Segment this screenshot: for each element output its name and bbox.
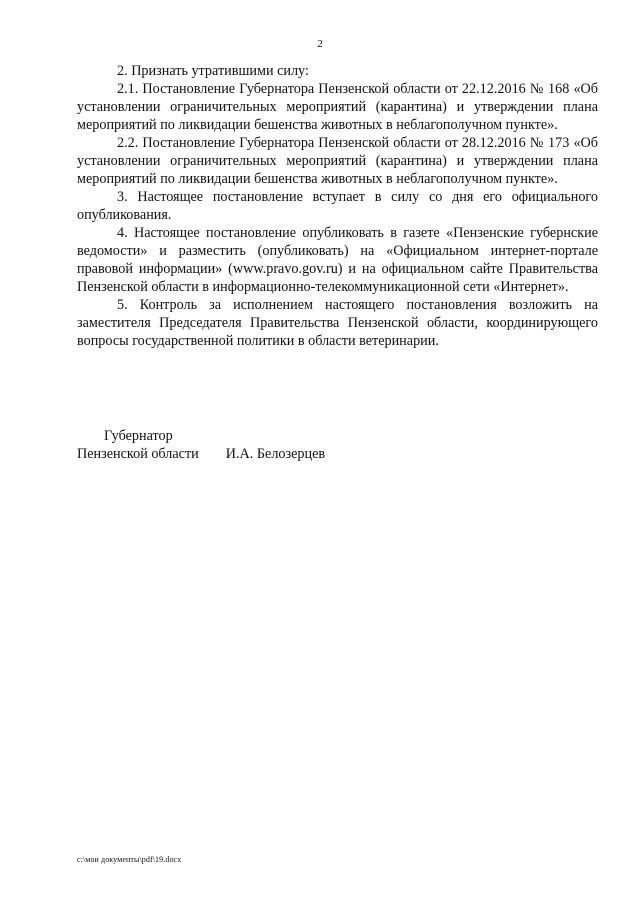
paragraph-publication: 4. Настоящее постановление опубликовать в газете «Пензенские губернские ведомости» и разместить (опубликовать) на «Официальном интернет-портале правовой информации» (www.pravo.gov.ru) и на официальном сайте Правительства Пензенской области в информационно-телекоммуникационной сети «Интернет». <box>77 225 598 295</box>
signature-block <box>77 427 477 463</box>
paragraph-repeal-item-2-1: 2.1. Постановление Губернатора Пензенской области от 22.12.2016 № 168 «Об установлении ограничительных мероприятий (карантина) и утверждении плана мероприятий по ликвидации бешенства животных в неблагополучном пункте». <box>77 81 598 133</box>
paragraph-effective-date: 3. Настоящее постановление вступает в силу со дня его официального опубликования. <box>77 189 598 223</box>
paragraph-repeal-heading: 2. Признать утратившими силу: <box>117 63 309 79</box>
signature-line <box>77 445 477 463</box>
signature-name: И.А. Белозерцев <box>225 446 326 462</box>
signature-position-line1: Губернатор <box>104 428 173 444</box>
document-body <box>77 62 598 350</box>
signature-position-line2: Пензенской области <box>77 446 199 462</box>
paragraph-repeal-item-2-2: 2.2. Постановление Губернатора Пензенской области от 28.12.2016 № 173 «Об установлении ограничительных мероприятий (карантина) и утверждении плана мероприятий по ликвидации бешенства животных в неблагополучном пункте». <box>77 135 598 187</box>
footer-file-path: c:\мои документы\pdf\19.docx <box>77 855 182 864</box>
paragraph-control: 5. Контроль за исполнением настоящего постановления возложить на заместителя Председателя Правительства Пензенской области, координирующего вопросы государственной политики в области ветеринарии. <box>77 297 598 349</box>
page-number: 2 <box>317 38 323 50</box>
